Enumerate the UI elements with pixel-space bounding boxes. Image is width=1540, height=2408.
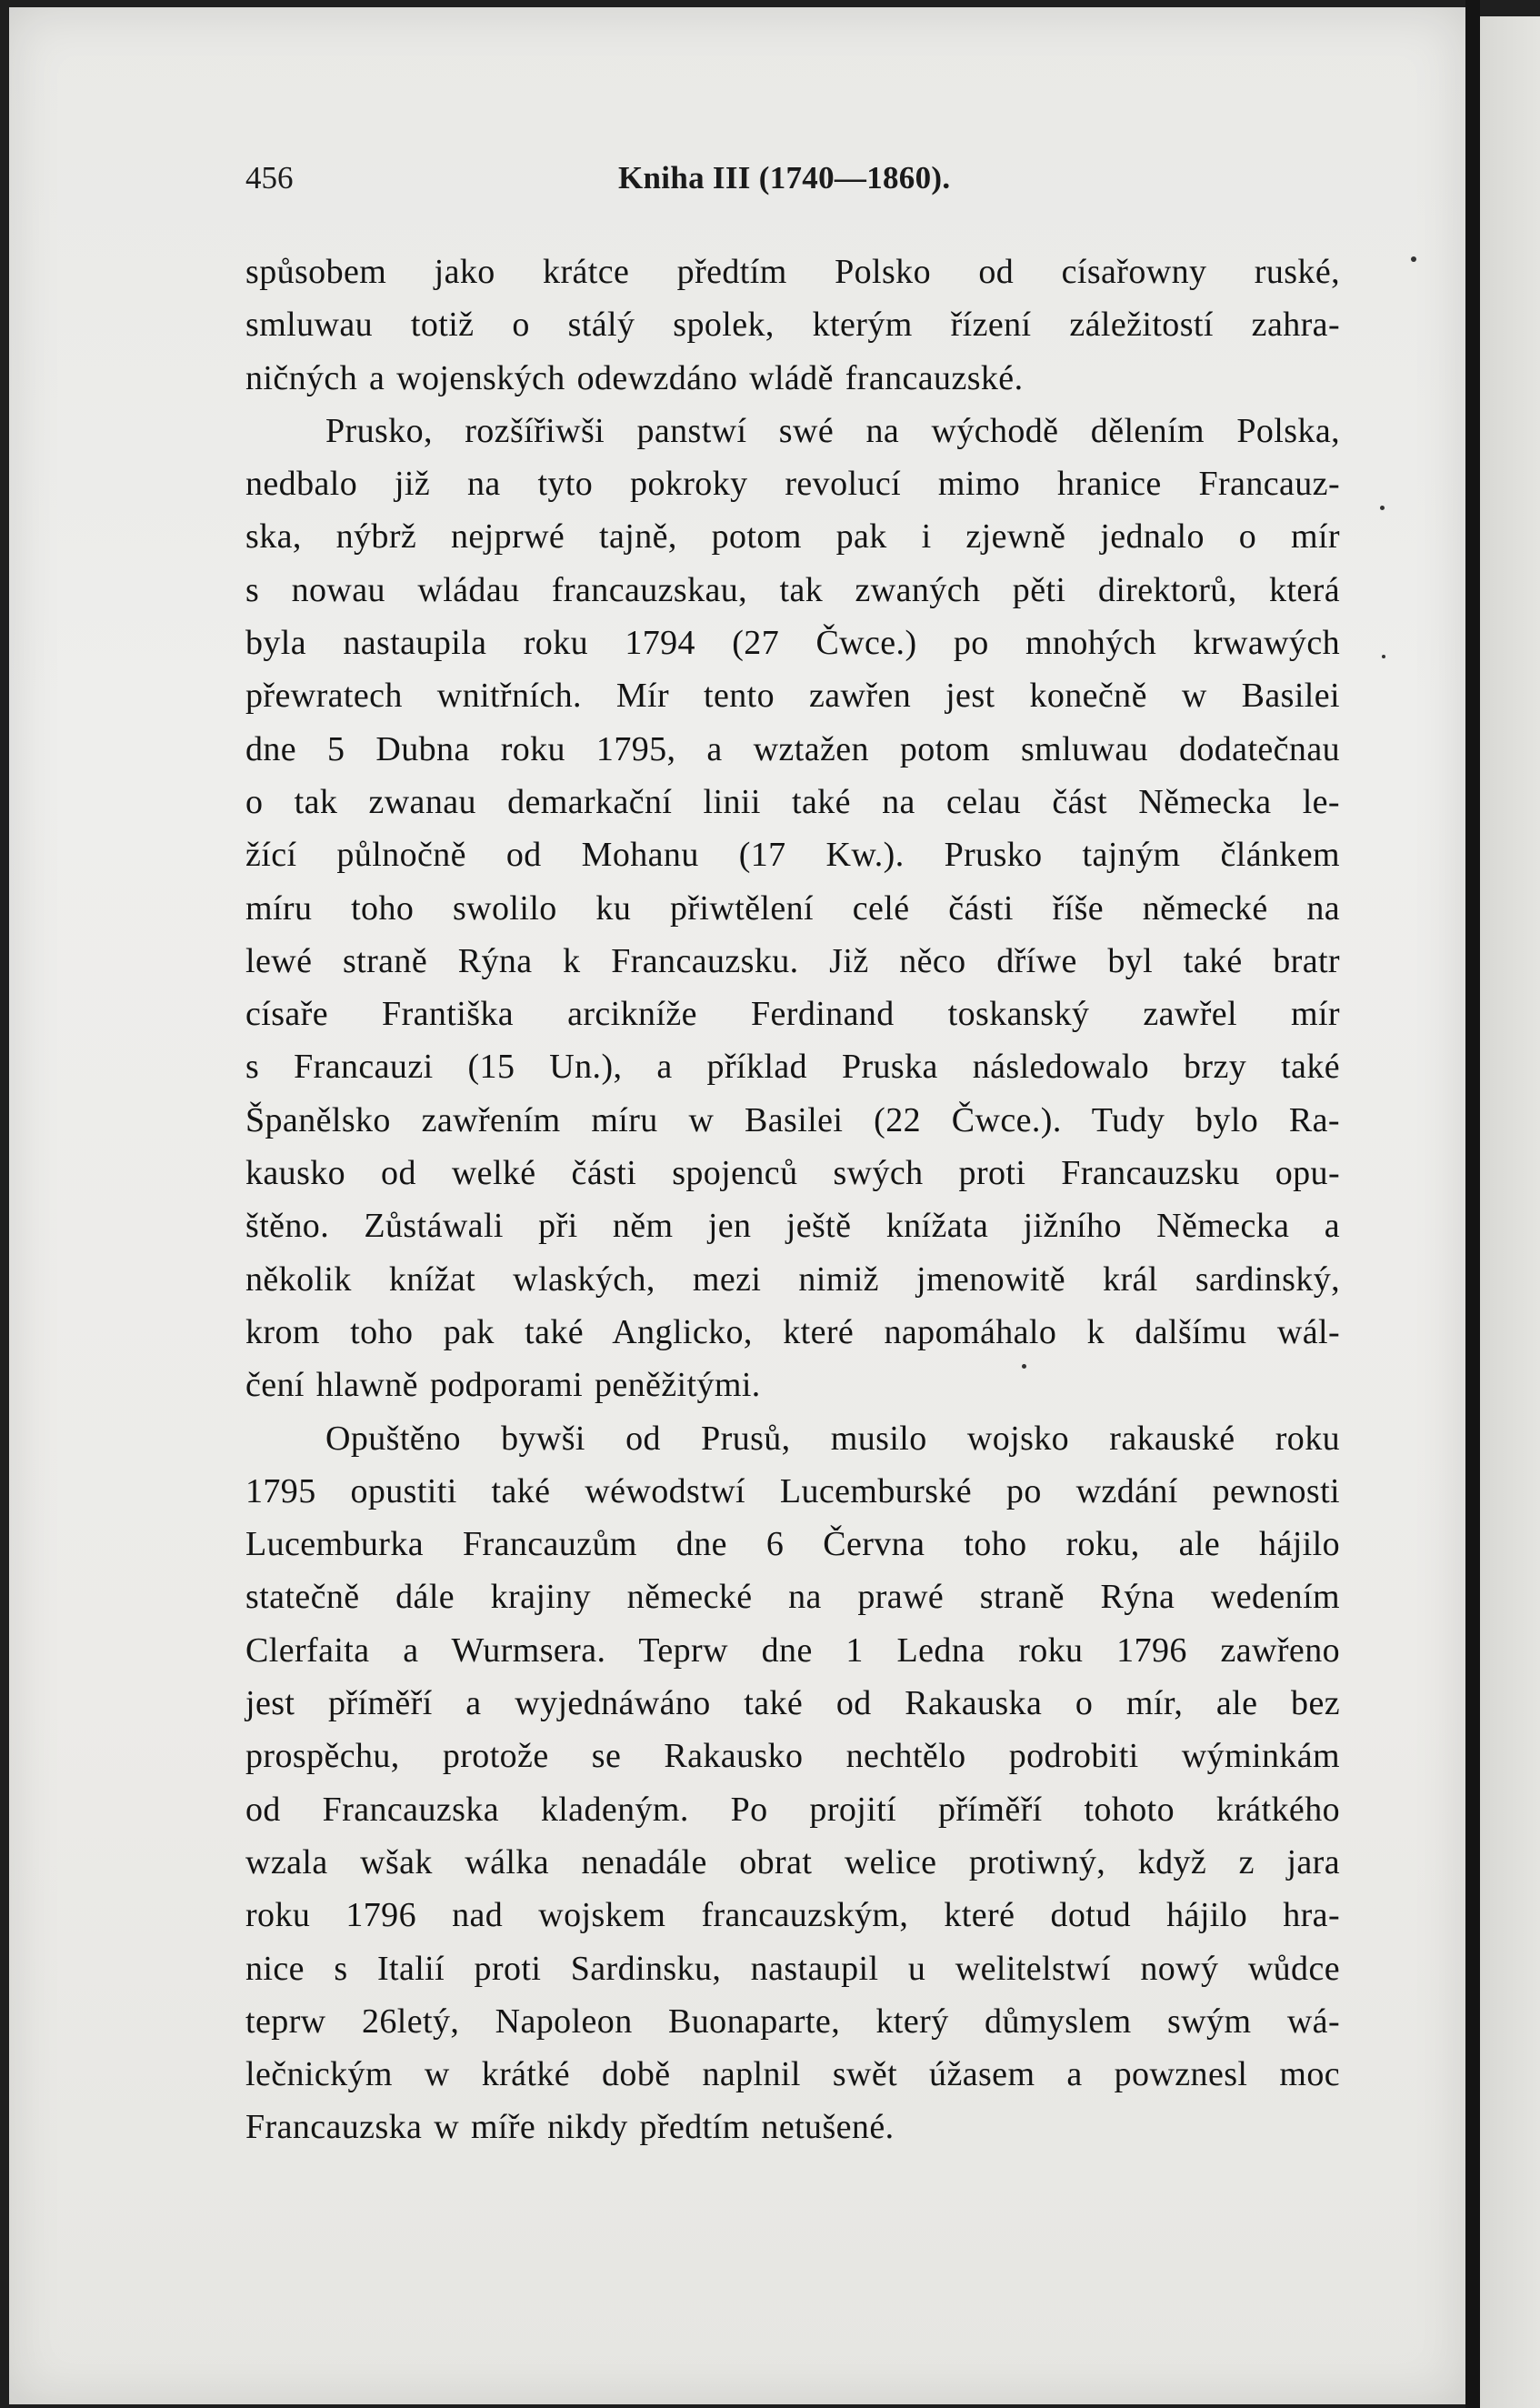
text-line: štěno. Zůstáwali při něm jen ještě knížata jižního Německa a [245, 1207, 1340, 1246]
text-line: Francauzska w míře nikdy předtím netušené. [245, 2108, 895, 2147]
text-line: nice s Italií proti Sardinsku, nastaupil u welitelstwí nowý wůdce [245, 1949, 1340, 1988]
text-line: Clerfaita a Wurmsera. Teprw dne 1 Ledna roku 1796 zawřeno [245, 1630, 1340, 1670]
text-line: Prusko, rozšířiwši panstwí swé na wýchodě dělením Polska, [325, 411, 1340, 450]
text-line: přewratech wnitřních. Mír tento zawřen jest konečně w Basilei [245, 677, 1340, 716]
text-line: čení hlawně podporami peněžitými. [245, 1366, 761, 1405]
paragraph-p3 [245, 1412, 1340, 2154]
text-line: wzala wšak wálka nenadále obrat welice protiwný, když z jara [245, 1842, 1340, 1881]
text-line: byla nastaupila roku 1794 (27 Čwce.) po mnohých krwawých [245, 624, 1340, 663]
text-line: prospěchu, protože se Rakausko nechtělo podrobiti wýminkám [245, 1737, 1340, 1776]
paragraph-p2 [245, 405, 1340, 1412]
text-line: roku 1796 nad wojskem francauzským, které dotud hájilo hra- [245, 1896, 1340, 1935]
text-line: Lucemburka Francauzům dne 6 Června toho roku, ale hájilo [245, 1525, 1340, 1564]
scan-speck [1380, 506, 1385, 510]
page-header [245, 153, 1345, 204]
adjacent-page-edge [1480, 16, 1540, 2408]
text-line: smluwau totiž o stálý spolek, kterým řízení záležitostí zahra- [245, 306, 1340, 345]
text-line: s nowau wládau francauzskau, tak zwaných pěti direktorů, která [245, 570, 1340, 609]
paragraph-p1 [245, 246, 1340, 405]
text-line: kausko od welké části spojenců swých proti Francauzsku opu- [245, 1154, 1340, 1193]
text-line: dne 5 Dubna roku 1795, a wztažen potom smluwau dodatečnau [245, 729, 1340, 768]
scan-speck [1411, 256, 1416, 262]
text-line: spůsobem jako krátce předtím Polsko od císařowny ruské, [245, 253, 1340, 291]
text-line: císaře Františka arcikníže Ferdinand toskanský zawřel mír [245, 995, 1340, 1034]
text-line: Opuštěno bywši od Prusů, musilo wojsko rakauské roku [325, 1419, 1340, 1458]
text-line: 1795 opustiti také wéwodstwí Lucemburské po wzdání pewnosti [245, 1471, 1340, 1510]
text-line: žící půlnočně od Mohanu (17 Kw.). Prusko tajným článkem [245, 836, 1340, 875]
page-gutter [1465, 0, 1480, 2408]
text-line: ničných a wojenských odewzdáno wládě francauzské. [245, 358, 1024, 397]
body-text [245, 246, 1340, 2154]
text-line: krom toho pak také Anglicko, které napomáhalo k dalšímu wál- [245, 1312, 1340, 1351]
text-line: lečnickým w krátké době naplnil swět úžasem a powznesl moc [245, 2055, 1340, 2094]
text-line: teprw 26letý, Napoleon Buonaparte, který důmyslem swým wá- [245, 2002, 1340, 2041]
text-line: statečně dále krajiny německé na prawé straně Rýna wedením [245, 1578, 1340, 1617]
text-line: míru toho swolilo ku přiwtělení celé části říše německé na [245, 888, 1340, 928]
running-head: Kniha III (1740—1860). [618, 160, 951, 196]
text-line: nedbalo již na tyto pokroky revolucí mimo hranice Francauz- [245, 465, 1340, 504]
text-line: od Francauzska kladeným. Po projití příměří tohoto krátkého [245, 1790, 1340, 1829]
text-line: s Francauzi (15 Un.), a příklad Pruska následowalo brzy také [245, 1048, 1340, 1087]
text-line: lewé straně Rýna k Francauzsku. Již něco dříwe byl také bratr [245, 941, 1340, 980]
text-line: Španělsko zawřením míru w Basilei (22 Čwce.). Tudy bylo Ra- [245, 1100, 1340, 1139]
page-number: 456 [245, 160, 294, 196]
text-line: několik knížat wlaských, mezi nimiž jmenowitě král sardinský, [245, 1259, 1340, 1299]
text-line: o tak zwanau demarkační linii také na celau část Německa le- [245, 782, 1340, 821]
scan-speck [1382, 655, 1385, 658]
text-line: jest příměří a wyjednáwáno také od Rakauska o mír, ale bez [245, 1684, 1340, 1723]
text-line: ska, nýbrž nejprwé tajně, potom pak i zjewně jednalo o mír [245, 517, 1340, 557]
